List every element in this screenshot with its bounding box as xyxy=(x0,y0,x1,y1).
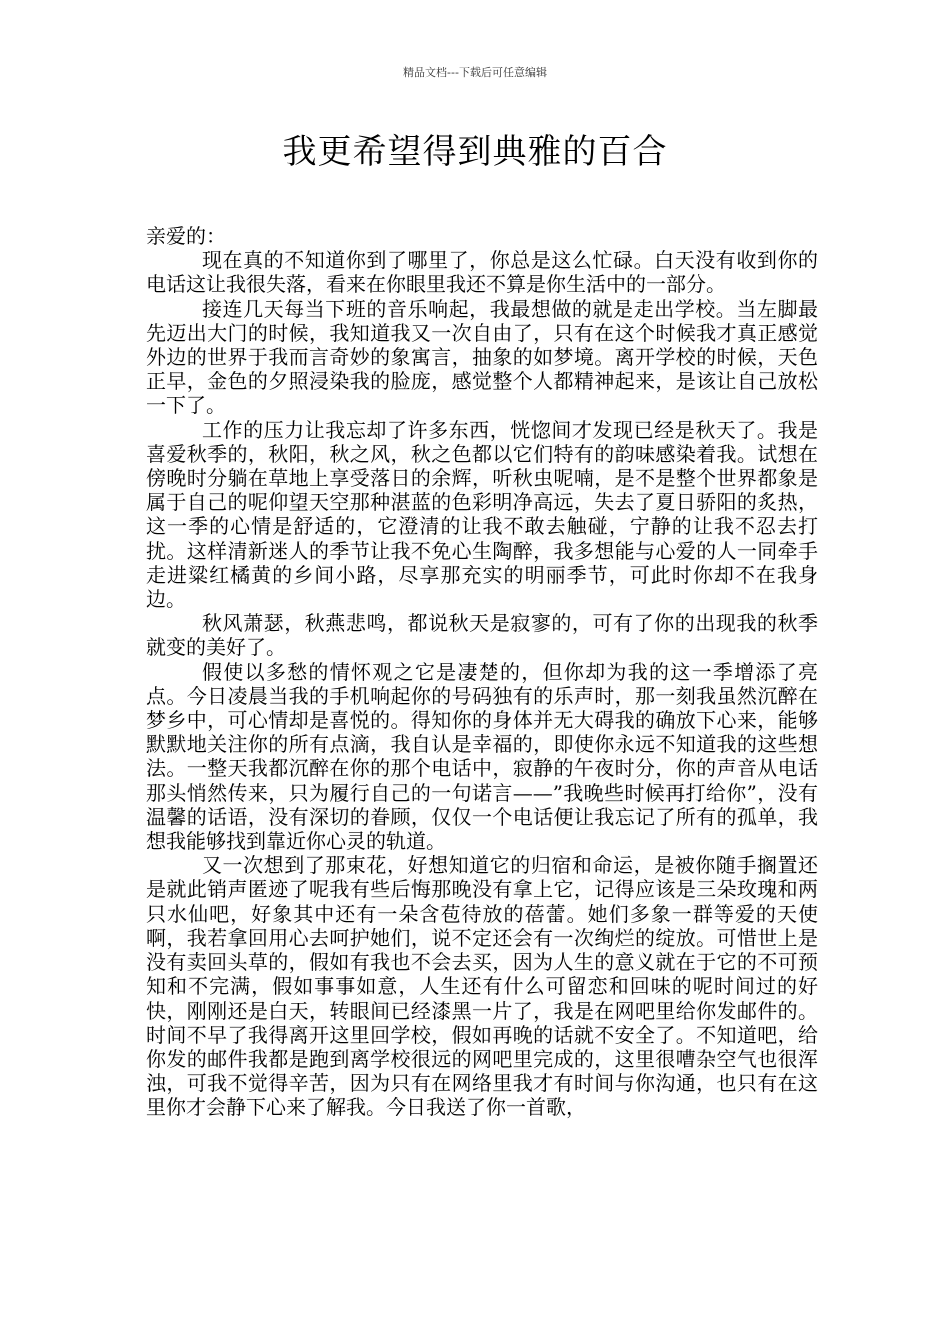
paragraph-1: 现在真的不知道你到了哪里了，你总是这么忙碌。白天没有收到你的电话这让我很失落，看来在你眼里我还不算是你生活中的一部分。 xyxy=(146,248,818,297)
paragraph-2: 接连几天每当下班的音乐响起，我最想做的就是走出学校。当左脚最先迈出大门的时候，我知道我又一次自由了，只有在这个时候我才真正感觉外边的世界于我而言奇妙的象寓言，抽象的如梦境。离开学校的时候，天色正早，金色的夕照浸染我的脸庞，感觉整个人都精神起来，是该让自己放松一下了。 xyxy=(146,296,818,418)
document-title: 我更希望得到典雅的百合 xyxy=(282,132,668,172)
page-header-note: 精品文档---下载后可任意编辑 xyxy=(403,66,547,79)
paragraph-4: 秋风萧瑟，秋燕悲鸣，都说秋天是寂寥的，可有了你的出现我的秋季就变的美好了。 xyxy=(146,611,818,660)
paragraph-5: 假使以多愁的情怀观之它是凄楚的，但你却为我的这一季增添了亮点。今日凌晨当我的手机响起你的号码独有的乐声时，那一刻我虽然沉醉在梦乡中，可心情却是喜悦的。得知你的身体并无大碍我的确放下心来，能够默默地关注你的所有点滴，我自认是幸福的，即使你永远不知道我的这些想法。一整天我都沉醉在你的那个电话中，寂静的午夜时分，你的声音从电话那头悄然传来，只为履行自己的一句诺言——”我晚些时候再打给你”，没有温馨的话语，没有深切的眷顾，仅仅一个电话便让我忘记了所有的孤单，我想我能够找到靠近你心灵的轨道。 xyxy=(146,659,818,854)
letter-greeting: 亲爱的： xyxy=(146,224,226,248)
paragraph-6: 又一次想到了那束花，好想知道它的归宿和命运，是被你随手搁置还是就此销声匿迹了呢我有些后悔那晚没有拿上它，记得应该是三朵玫瑰和两只水仙吧，好象其中还有一朵含苞待放的蓓蕾。她们多象一群等爱的天使啊，我若拿回用心去呵护她们，说不定还会有一次绚烂的绽放。可惜世上是没有卖回头草的，假如有我也不会去买，因为人生的意义就在于它的不可预知和不完满，假如事事如意，人生还有什么可留恋和回味的呢时间过的好快，刚刚还是白天，转眼间已经漆黑一片了，我是在网吧里给你发邮件的。时间不早了我得离开这里回学校，假如再晚的话就不安全了。不知道吧，给你发的邮件我都是跑到离学校很远的网吧里完成的，这里很嘈杂空气也很浑浊，可我不觉得辛苦，因为只有在网络里我才有时间与你沟通，也只有在这里你才会静下心来了解我。今日我送了你一首歌， xyxy=(146,853,818,1120)
paragraph-3: 工作的压力让我忘却了许多东西，恍惚间才发现已经是秋天了。我是喜爱秋季的，秋阳，秋之风，秋之色都以它们特有的韵味感染着我。试想在傍晚时分躺在草地上享受落日的余辉，听秋虫呢喃，是不是整个世界都象是属于自己的呢仰望天空那种湛蓝的色彩明净高远，失去了夏日骄阳的炙热，这一季的心情是舒适的，它澄清的让我不敢去触碰，宁静的让我不忍去打扰。这样清新迷人的季节让我不免心生陶醉，我多想能与心爱的人一同牵手走进粱红橘黄的乡间小路，尽享那充实的明丽季节，可此时你却不在我身边。 xyxy=(146,417,818,612)
letter-body xyxy=(146,224,818,1120)
